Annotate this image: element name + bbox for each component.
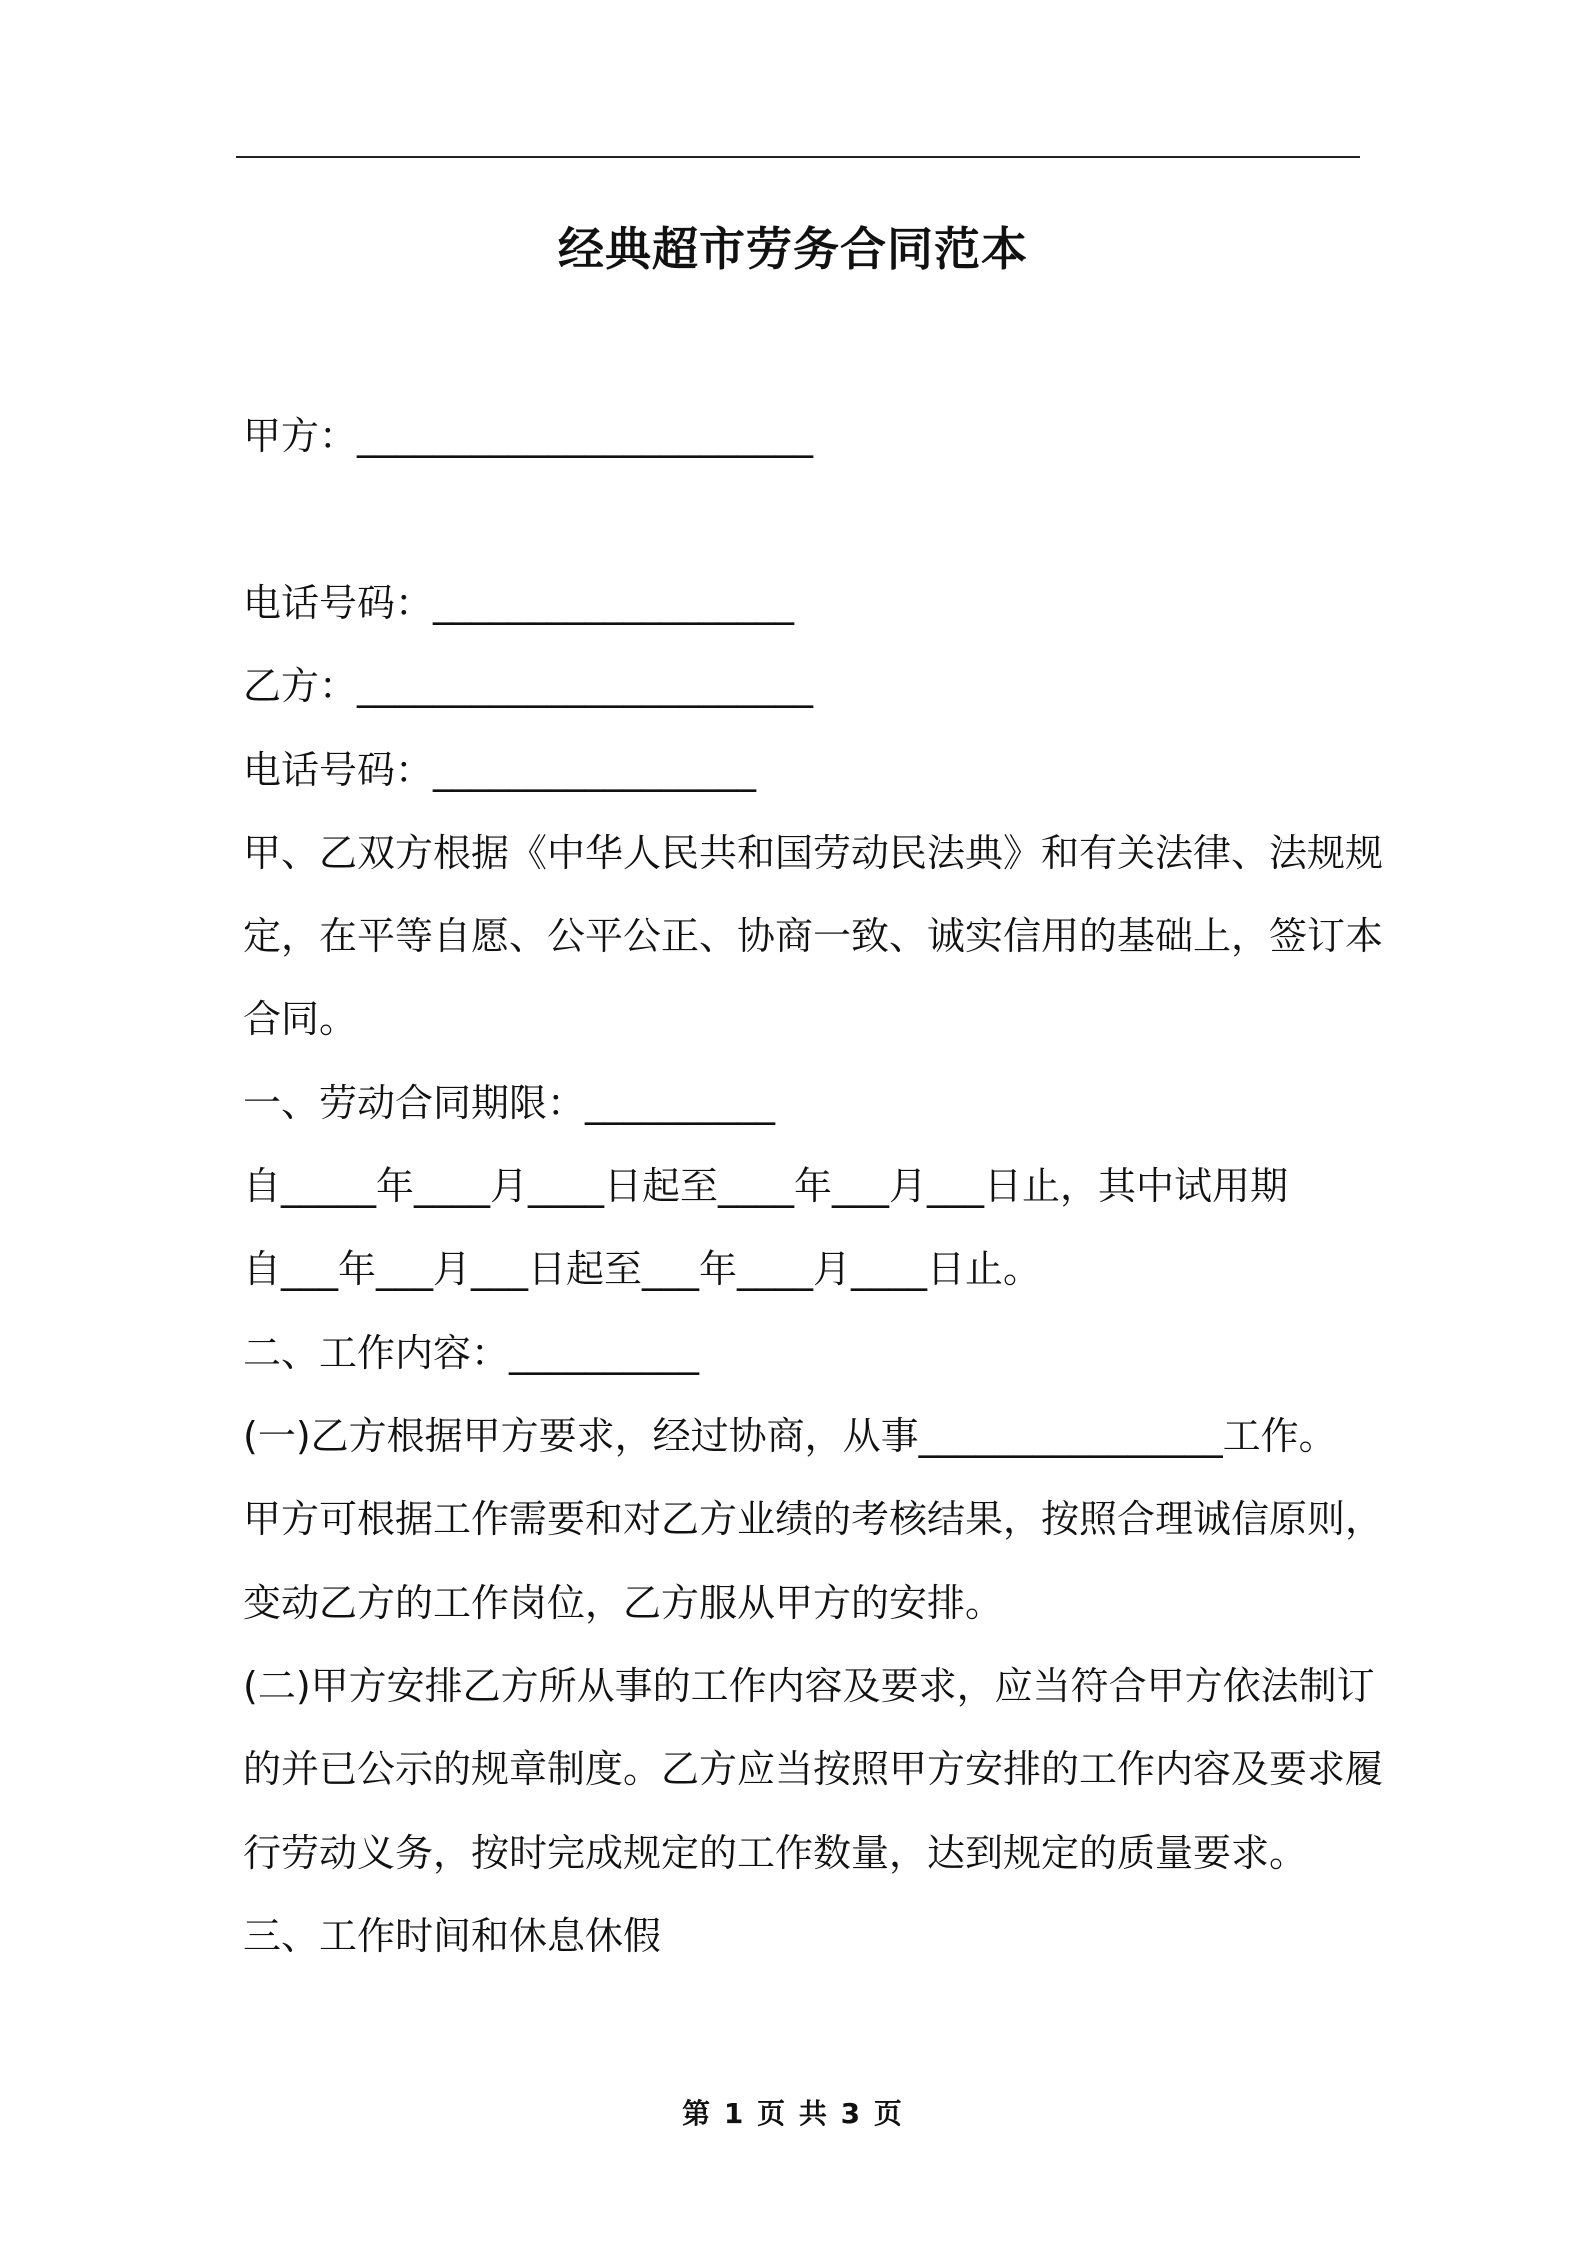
work-content-item-1-line: (一)乙方根据甲方要求，经过协商，从事________________工作。 — [243, 1414, 1337, 1458]
work-content-item-1-line: 甲方可根据工作需要和对乙方业绩的考核结果，按照合理诚信原则， — [243, 1497, 1384, 1541]
contract-term-line: 自_____年____月____日起至____年___月___日止，其中试用期 — [243, 1164, 1289, 1208]
work-content-item-2-line: 的并已公示的规章制度。乙方应当按照甲方安排的工作内容及要求履 — [243, 1747, 1384, 1791]
contract-term-line: 自___年___月___日起至___年____月____日止。 — [243, 1247, 1042, 1291]
work-content-item-2-line: (二)甲方安排乙方所从事的工作内容及要求，应当符合甲方依法制订 — [243, 1664, 1375, 1708]
work-content-item-1-line: 变动乙方的工作岗位，乙方服从甲方的安排。 — [243, 1581, 1004, 1625]
section-2-heading: 二、工作内容：__________ — [243, 1331, 700, 1375]
intro-line: 合同。 — [243, 997, 358, 1041]
party-b-phone-field: 电话号码：_________________ — [243, 748, 757, 792]
intro-line: 甲、乙双方根据《中华人民共和国劳动民法典》和有关法律、法规规 — [243, 831, 1384, 875]
document-title: 经典超市劳务合同范本 — [558, 222, 1028, 276]
page-number-footer: 第 1 页 共 3 页 — [682, 2097, 904, 2130]
section-3-heading: 三、工作时间和休息休假 — [243, 1914, 662, 1958]
party-a-field: 甲方：________________________ — [243, 414, 814, 458]
work-content-item-2-line: 行劳动义务，按时完成规定的工作数量，达到规定的质量要求。 — [243, 1831, 1308, 1875]
header-rule — [236, 156, 1360, 158]
party-b-field: 乙方：________________________ — [243, 664, 814, 708]
party-a-phone-field: 电话号码：___________________ — [243, 581, 795, 625]
intro-line: 定，在平等自愿、公平公正、协商一致、诚实信用的基础上，签订本 — [243, 914, 1384, 958]
section-1-heading: 一、劳动合同期限：__________ — [243, 1081, 776, 1125]
